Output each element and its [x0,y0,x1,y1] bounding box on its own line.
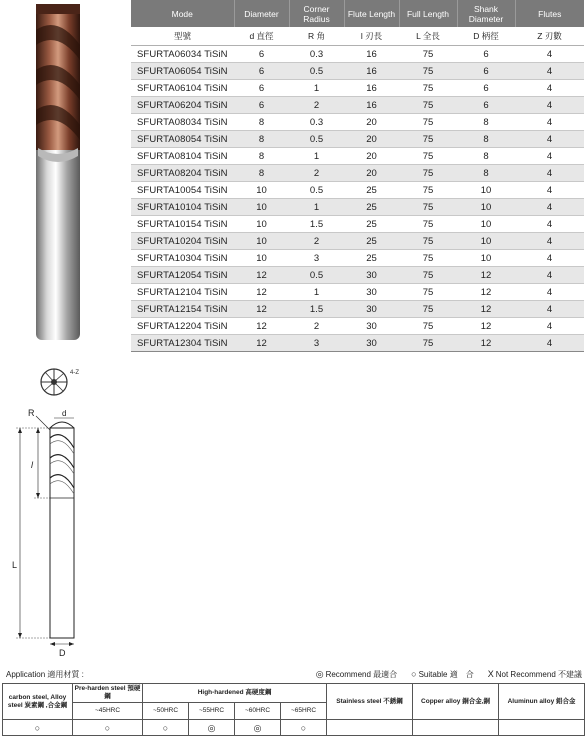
value-cell: 12 [457,284,515,301]
value-cell: 16 [344,46,399,63]
table-row [131,114,584,131]
value-cell: 75 [399,131,457,148]
value-cell: 25 [344,216,399,233]
cat-aluminum: Aluminun alloy 鋁合金 [499,684,585,720]
rating-hrc-65: ○ [281,720,327,736]
model-cell: SFURTA10154 TiSiN [131,216,234,233]
value-cell: 1 [289,284,344,301]
legend-not-recommend: X Not Recommend 不建議 [487,669,582,679]
value-cell: 4 [515,301,584,318]
value-cell: 4 [515,267,584,284]
value-cell: 12 [457,267,515,284]
value-cell: 1 [289,80,344,97]
value-cell: 12 [234,318,289,335]
value-cell: 10 [234,199,289,216]
value-cell: 4 [515,63,584,80]
value-cell: 0.5 [289,182,344,199]
value-cell: 6 [457,80,515,97]
value-cell: 75 [399,216,457,233]
value-cell: 10 [457,216,515,233]
value-cell: 4 [515,80,584,97]
value-cell: 75 [399,267,457,284]
value-cell: 8 [234,165,289,182]
value-cell: 20 [344,148,399,165]
value-cell: 8 [234,114,289,131]
value-cell: 75 [399,63,457,80]
header-shank-diameter: Shank Diameter [457,0,515,27]
value-cell: 75 [399,233,457,250]
hrc-60: ~60HRC [235,703,281,720]
legend-recommend: ◎ Recommend 最適合 [315,669,398,679]
label-l: l [31,460,33,470]
rating-aluminum [499,720,585,736]
cat-high-hardened: High-hardened 高硬度鋼 [143,684,327,703]
value-cell: 2 [289,318,344,335]
value-cell: 25 [344,233,399,250]
model-cell: SFURTA06034 TiSiN [131,46,234,63]
rating-stainless [327,720,413,736]
header-flute-length: Flute Length [344,0,399,27]
value-cell: 12 [234,267,289,284]
value-cell: 0.3 [289,114,344,131]
value-cell: 8 [457,131,515,148]
value-cell: 10 [234,216,289,233]
value-cell: 0.5 [289,131,344,148]
value-cell: 3 [289,335,344,352]
value-cell: 12 [457,335,515,352]
label-L: L [12,560,18,570]
hrc-50: ~50HRC [143,703,189,720]
table-row [131,318,584,335]
model-cell: SFURTA08054 TiSiN [131,131,234,148]
value-cell: 75 [399,97,457,114]
table-row [131,131,584,148]
value-cell: 2 [289,97,344,114]
rating-hrc-55: ◎ [189,720,235,736]
value-cell: 4 [515,148,584,165]
model-cell: SFURTA12054 TiSiN [131,267,234,284]
hrc-55: ~55HRC [189,703,235,720]
model-cell: SFURTA08104 TiSiN [131,148,234,165]
value-cell: 12 [234,301,289,318]
value-cell: 12 [234,335,289,352]
value-cell: 75 [399,199,457,216]
value-cell: 75 [399,250,457,267]
value-cell: 30 [344,284,399,301]
value-cell: 75 [399,80,457,97]
header-corner-radius: Corner Radius [289,0,344,27]
value-cell: 75 [399,335,457,352]
model-cell: SFURTA08204 TiSiN [131,165,234,182]
label-D: D [59,648,66,658]
value-cell: 16 [344,80,399,97]
value-cell: 6 [234,97,289,114]
header-flutes: Flutes [515,0,584,27]
label-d: d [62,409,67,418]
model-cell: SFURTA12104 TiSiN [131,284,234,301]
subheader-shank-diameter: D 柄徑 [457,27,515,46]
value-cell: 8 [234,131,289,148]
value-cell: 4 [515,46,584,63]
table-row [131,233,584,250]
value-cell: 6 [457,97,515,114]
value-cell: 1.5 [289,301,344,318]
application-header [6,669,584,681]
table-row [131,284,584,301]
rating-hrc-60: ◎ [235,720,281,736]
rating-carbon: ○ [3,720,73,736]
header-diameter: Diameter [234,0,289,27]
value-cell: 4 [515,233,584,250]
value-cell: 6 [457,46,515,63]
hrc-pre-harden: ~45HRC [73,703,143,720]
value-cell: 75 [399,284,457,301]
value-cell: 4 [515,216,584,233]
table-row [131,97,584,114]
table-row [131,46,584,63]
model-cell: SFURTA12304 TiSiN [131,335,234,352]
end-mill-photo [26,0,88,345]
table-row [131,182,584,199]
rating-copper [413,720,499,736]
value-cell: 3 [289,250,344,267]
value-cell: 25 [344,182,399,199]
value-cell: 8 [457,148,515,165]
value-cell: 30 [344,318,399,335]
value-cell: 4 [515,97,584,114]
model-cell: SFURTA10204 TiSiN [131,233,234,250]
spec-table [131,0,584,352]
value-cell: 4 [515,114,584,131]
rating-hrc-50: ○ [143,720,189,736]
cat-carbon-steel: carbon steel, Alloy steel 炭素鋼 ,合金鋼 [3,684,73,720]
rating-legend [316,669,582,680]
model-cell: SFURTA10304 TiSiN [131,250,234,267]
value-cell: 25 [344,199,399,216]
application-title: Application 適用材質 : [6,670,84,679]
value-cell: 75 [399,318,457,335]
value-cell: 1 [289,199,344,216]
table-row [131,199,584,216]
value-cell: 75 [399,182,457,199]
value-cell: 75 [399,46,457,63]
value-cell: 4 [515,199,584,216]
header-row [131,0,584,27]
value-cell: 6 [234,63,289,80]
value-cell: 2 [289,165,344,182]
value-cell: 4 [515,318,584,335]
value-cell: 4 [515,284,584,301]
model-cell: SFURTA08034 TiSiN [131,114,234,131]
subheader-flutes: Z 刃數 [515,27,584,46]
table-row [131,165,584,182]
table-row [131,335,584,352]
value-cell: 0.5 [289,267,344,284]
value-cell: 12 [457,318,515,335]
value-cell: 75 [399,301,457,318]
value-cell: 10 [234,250,289,267]
subheader-diameter: d 直徑 [234,27,289,46]
value-cell: 12 [457,301,515,318]
value-cell: 10 [457,250,515,267]
value-cell: 6 [234,80,289,97]
cat-stainless: Stainless steel 不銹鋼 [327,684,413,720]
subheader-mode: 型號 [131,27,234,46]
table-row [131,250,584,267]
value-cell: 4 [515,335,584,352]
value-cell: 2 [289,233,344,250]
value-cell: 25 [344,250,399,267]
value-cell: 75 [399,114,457,131]
value-cell: 0.3 [289,46,344,63]
subheader-corner-radius: R 角 [289,27,344,46]
value-cell: 6 [234,46,289,63]
value-cell: 20 [344,131,399,148]
value-cell: 4 [515,182,584,199]
value-cell: 1 [289,148,344,165]
model-cell: SFURTA06204 TiSiN [131,97,234,114]
table-row [131,301,584,318]
value-cell: 30 [344,301,399,318]
label-R: R [28,408,35,418]
value-cell: 4 [515,165,584,182]
header-mode: Mode [131,0,234,27]
value-cell: 75 [399,148,457,165]
value-cell: 10 [457,233,515,250]
model-cell: SFURTA06054 TiSiN [131,63,234,80]
subheader-full-length: L 全長 [399,27,457,46]
table-row [131,80,584,97]
value-cell: 30 [344,267,399,284]
value-cell: 20 [344,165,399,182]
value-cell: 0.5 [289,63,344,80]
table-row [131,267,584,284]
model-cell: SFURTA10104 TiSiN [131,199,234,216]
table-row [131,216,584,233]
cat-copper: Copper alloy 銅合金,銅 [413,684,499,720]
model-cell: SFURTA12204 TiSiN [131,318,234,335]
value-cell: 1.5 [289,216,344,233]
value-cell: 12 [234,284,289,301]
value-cell: 6 [457,63,515,80]
value-cell: 16 [344,63,399,80]
table-row [131,148,584,165]
header-full-length: Full Length [399,0,457,27]
legend-suitable: ○ Suitable 適 合 [411,669,474,679]
subheader-flute-length: l 刃長 [344,27,399,46]
value-cell: 16 [344,97,399,114]
end-view-label: 4-Z [70,370,79,376]
subheader-row [131,27,584,46]
cat-pre-harden: Pre-harden steel 預硬鋼 [73,684,143,703]
hrc-65: ~65HRC [281,703,327,720]
value-cell: 10 [457,182,515,199]
value-cell: 10 [234,182,289,199]
value-cell: 75 [399,165,457,182]
value-cell: 4 [515,131,584,148]
model-cell: SFURTA06104 TiSiN [131,80,234,97]
value-cell: 8 [234,148,289,165]
application-table [2,683,585,736]
value-cell: 20 [344,114,399,131]
dimension-drawing [10,408,110,658]
model-cell: SFURTA10054 TiSiN [131,182,234,199]
value-cell: 8 [457,114,515,131]
value-cell: 10 [234,233,289,250]
value-cell: 10 [457,199,515,216]
model-cell: SFURTA12154 TiSiN [131,301,234,318]
value-cell: 4 [515,250,584,267]
table-row [131,63,584,80]
rating-pre-harden: ○ [73,720,143,736]
end-view-icon [36,364,94,400]
value-cell: 30 [344,335,399,352]
value-cell: 8 [457,165,515,182]
